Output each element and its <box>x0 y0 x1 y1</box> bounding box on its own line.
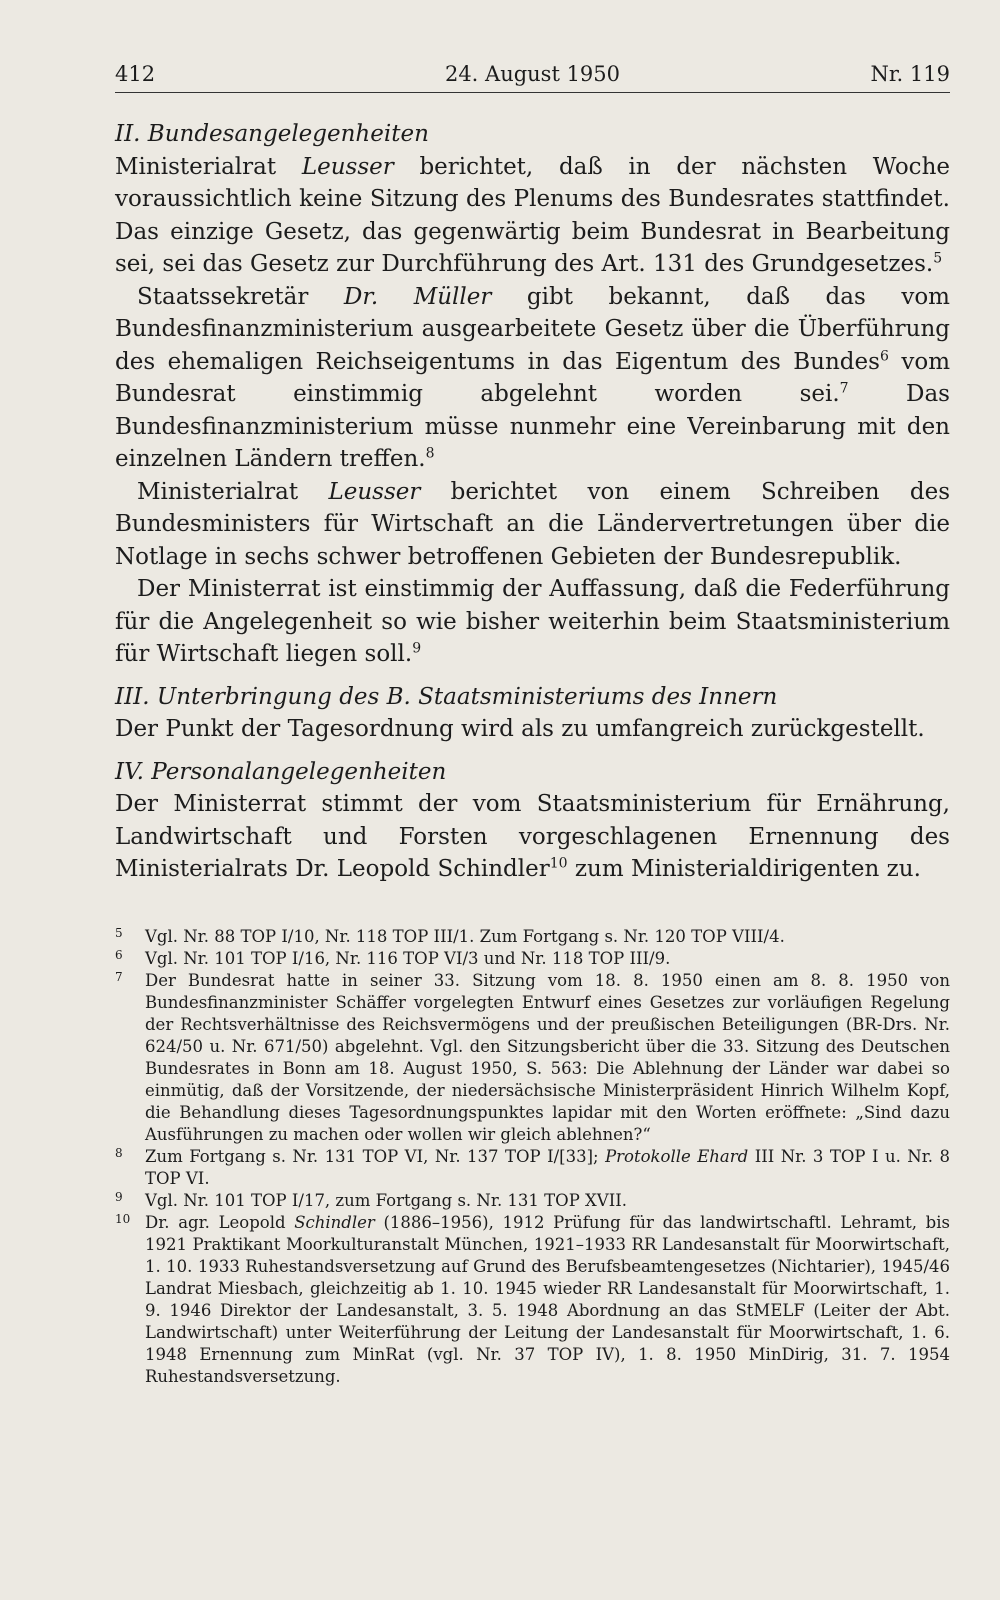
footnote-ref: 8 <box>425 445 435 462</box>
footnote <box>115 948 950 970</box>
footnote-text: Der Bundesrat hatte in seiner 33. Sitzung vom 18. 8. 1950 einen am 8. 8. 1950 von Bundesfinanzminister Schäffer vorgelegten Entwurf eines Gesetzes zur vorläufigen Regelung der Rechtsverhältnisse des Reichsvermögens und der preußischen Beteiligungen (BR-Drs. Nr. 624/50 u. Nr. 671/50) abgelehnt. Vgl. den Sitzungsbericht über die 33. Sitzung des Deutschen Bundesrates in Bonn am 18. August 1950, S. 563: Die Ablehnung der Länder war dabei so einmütig, daß der Vorsitzende, der niedersächsische Ministerpräsident Hinrich Wilhelm Kopf, die Behandlung dieses Tagesordnungspunktes lapidar mit den Worten eröffnete: „Sind dazu Ausführungen zu machen oder wollen wir gleich ablehnen?“ <box>145 971 950 1144</box>
footnote-number: 8 <box>115 1146 123 1160</box>
header-date: 24. August 1950 <box>444 62 621 86</box>
header-rule <box>115 92 950 93</box>
text-run: berichtet, daß in der nächsten Woche voraussichtlich keine Sitzung des Plenums des Bundesrates stattfindet. Das einzige Gesetz, das gegenwärtig beim Bundesrat in Bearbeitung sei, sei das Gesetz zur Durchführung des Art. 131 des Grundgesetzes. <box>115 153 950 277</box>
text-run: Der Ministerrat stimmt der vom Staatsministerium für Ernährung, Landwirtschaft und Forsten vorgeschlagenen Ernennung des Ministerialrats Dr. Leopold Schindler <box>115 791 950 882</box>
footnote-number: 6 <box>115 948 123 962</box>
footnote-italic: Protokolle Ehard <box>605 1147 749 1166</box>
text-run: vom Bundesrat einstimmig abgelehnt worden sei. <box>115 348 951 407</box>
footnote-text: Zum Fortgang s. Nr. 131 TOP VI, Nr. 137 TOP I/[33]; <box>145 1147 606 1166</box>
footnote <box>115 1212 950 1388</box>
paragraph <box>115 788 950 886</box>
section-heading-unterbringung: III. Unterbringung des B. Staatsministeriums des Innern <box>115 683 778 710</box>
person-name: Müller <box>413 283 492 310</box>
footnote-text: Vgl. Nr. 88 TOP I/10, Nr. 118 TOP III/1. Zum Fortgang s. Nr. 120 TOP VIII/4. <box>145 927 785 946</box>
text-run: zum Ministerialdirigenten zu. <box>567 856 921 882</box>
text-run: gibt bekannt, daß das vom Bundesfinanzministerium ausgearbeitete Gesetz über die Überführung des ehemaligen Reichseigentums in das Eigentum des Bundes <box>115 283 950 375</box>
paragraph <box>115 573 950 671</box>
person-name: Leusser <box>328 478 421 505</box>
footnote-ref: 7 <box>839 380 849 397</box>
page-number: 412 <box>115 62 156 86</box>
footnote <box>115 1190 950 1212</box>
main-text <box>115 118 950 886</box>
footnote <box>115 970 950 1146</box>
footnote-number: 7 <box>115 970 123 984</box>
text-run: Ministerialrat <box>115 153 302 180</box>
footnote-number: 5 <box>115 926 123 940</box>
text-run: berichtet von einem Schreiben des Bundesministers für Wirtschaft an die Ländervertretungen über die Notlage in sechs schwer betroffenen Gebieten der Bundesrepublik. <box>115 478 950 570</box>
footnote-text: Dr. agr. Leopold <box>145 1213 295 1232</box>
text-run: Das Bundesfinanzministerium müsse nunmehr eine Vereinbarung mit den einzelnen Ländern treffen. <box>115 381 950 472</box>
footnote-italic: Schindler <box>294 1213 375 1232</box>
footnote-ref: 6 <box>879 347 889 364</box>
footnote-text: Vgl. Nr. 101 TOP I/16, Nr. 116 TOP VI/3 und Nr. 118 TOP III/9. <box>145 949 671 968</box>
section-gap <box>115 746 950 756</box>
footnote-ref: 9 <box>412 640 422 657</box>
footnote-text: Vgl. Nr. 101 TOP I/17, zum Fortgang s. Nr. 131 TOP XVII. <box>145 1191 627 1210</box>
paragraph <box>115 281 950 476</box>
document-number: Nr. 119 <box>870 62 950 86</box>
paragraph: Der Punkt der Tagesordnung wird als zu umfangreich zurückgestellt. <box>115 716 925 742</box>
section-heading-bundesangelegenheiten: II. Bundesangelegenheiten <box>115 121 429 147</box>
footnote <box>115 926 950 948</box>
footnotes <box>115 926 950 1388</box>
footnote-ref: 10 <box>549 855 568 872</box>
person-title: Dr. <box>343 283 414 310</box>
section-gap <box>115 671 950 681</box>
person-name: Leusser <box>301 153 394 180</box>
footnote-ref: 5 <box>933 250 943 267</box>
footnote-text: III Nr. 3 TOP I u. Nr. 8 TOP VI. <box>145 1147 951 1188</box>
text-run: Staatssekretär <box>137 283 344 310</box>
text-run: Ministerialrat <box>137 478 329 505</box>
footnote <box>115 1146 950 1190</box>
footnote-text: (1886–1956), 1912 Prüfung für das landwirtschaftl. Lehramt, bis 1921 Praktikant Moorkulturanstalt München, 1921–1933 RR Landesanstalt für Moorwirtschaft, 1. 10. 1933 Ruhestandsversetzung auf Grund des Berufsbeamtengesetzes (Nichtarier), 1945/46 Landrat Miesbach, gleichzeitig ab 1. 10. 1945 wieder RR Landesanstalt für Moorwirtschaft, 1. 9. 1946 Direktor der Landesanstalt, 3. 5. 1948 Abordnung an das StMELF (Leiter der Abt. Landwirtschaft) unter Weiterführung der Leitung der Landesanstalt für Moorwirtschaft, 1. 6. 1948 Ernennung zum MinRat (vgl. Nr. 37 TOP IV), 1. 8. 1950 MinDirig, 31. 7. 1954 Ruhestandsversetzung. <box>145 1213 950 1386</box>
footnote-number: 9 <box>115 1190 123 1204</box>
section-heading-personalangelegenheiten: IV. Personalangelegenheiten <box>115 758 447 785</box>
text-run: Der Ministerrat ist einstimmig der Auffassung, daß die Federführung für die Angelegenheit so wie bisher weiterhin beim Staatsministerium für Wirtschaft liegen soll. <box>115 576 950 667</box>
paragraph <box>115 151 950 281</box>
running-header <box>115 60 950 92</box>
footnote-number: 10 <box>115 1212 131 1226</box>
paragraph <box>115 476 950 574</box>
